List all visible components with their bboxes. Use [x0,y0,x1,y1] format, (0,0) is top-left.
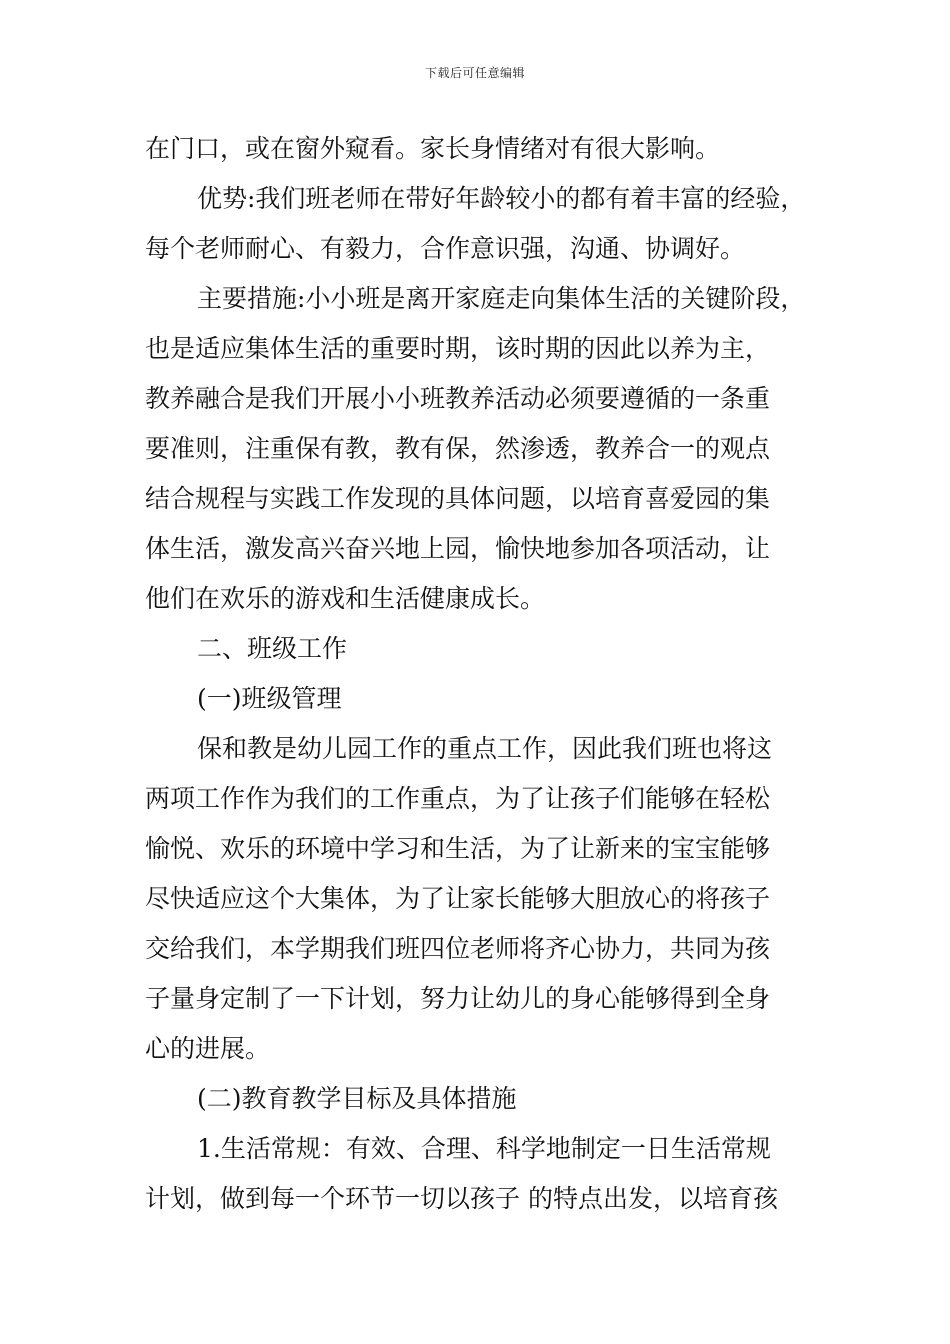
section-heading: 二、班级工作 [197,634,348,663]
document-body [145,124,810,1224]
paragraph-line: 1.生活常规：有效、合理、科学地制定一日生活常规 [197,1134,771,1163]
subsection-heading: (一)班级管理 [197,684,342,713]
paragraph-line: 心的进展。 [145,1034,271,1063]
paragraph-line: 每个老师耐心、有毅力，合作意识强，沟通、协调好。 [145,234,746,263]
paragraph-line: 结合规程与实践工作发现的具体问题，以培育喜爱园的集 [145,484,771,513]
paragraph-line: 愉悦、欢乐的环境中学习和生活，为了让新来的宝宝能够 [145,834,771,863]
paragraph-line: 保和教是幼儿园工作的重点工作，因此我们班也将这 [197,734,773,763]
paragraph-line: 也是适应集体生活的重要时期，该时期的因此以养为主， [145,334,771,363]
paragraph-line: 尽快适应这个大集体，为了让家长能够大胆放心的将孩子 [145,884,771,913]
paragraph-line: 优势:我们班老师在带好年龄较小的都有着丰富的经验， [197,184,806,213]
paragraph-line: 两项工作作为我们的工作重点，为了让孩子们能够在轻松 [145,784,771,813]
paragraph-line: 在门口，或在窗外窥看。家长身情绪对有很大影响。 [145,134,721,163]
paragraph-line: 子量身定制了一下计划，努力让幼儿的身心能够得到全身 [145,984,771,1013]
paragraph-line: 计划，做到每一个环节一切以孩子 的特点出发，以培育孩 [145,1184,778,1213]
paragraph-line: 要准则，注重保有教，教有保，然渗透，教养合一的观点 [145,434,771,463]
paragraph-line: 体生活，激发高兴奋兴地上园，愉快地参加各项活动，让 [145,534,771,563]
paragraph-line: 教养融合是我们开展小小班教养活动必须要遵循的一条重 [145,384,771,413]
header-note: 下载后可任意编辑 [424,66,525,80]
paragraph-line: 他们在欢乐的游戏和生活健康成长。 [145,584,546,613]
paragraph-line: 主要措施:小小班是离开家庭走向集体生活的关键阶段， [197,284,806,313]
subsection-heading: (二)教育教学目标及具体措施 [197,1084,517,1113]
paragraph-line: 交给我们，本学期我们班四位老师将齐心协力，共同为孩 [145,934,771,963]
